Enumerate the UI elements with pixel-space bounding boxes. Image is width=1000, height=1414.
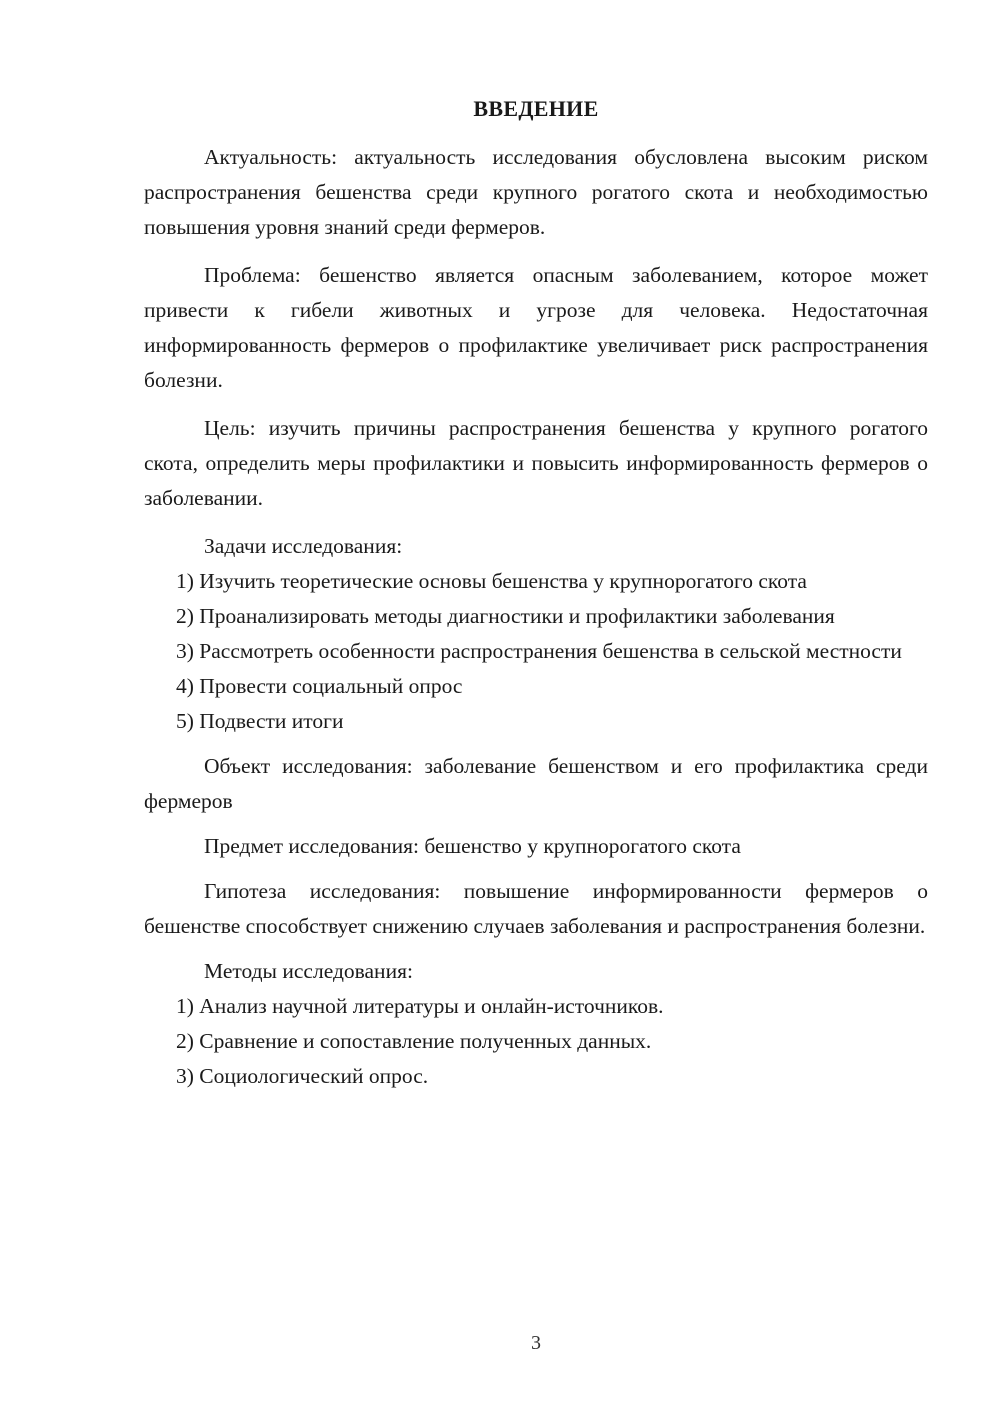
- paragraph-relevance: Актуальность: актуальность исследования обусловлена высоким риском распространения бешенства среди крупного рогатого скота и необходимостью повышения уровня знаний среди фермеров.: [144, 145, 928, 239]
- task-item-4: 4) Провести социальный опрос: [176, 674, 463, 698]
- task-item-5: 5) Подвести итоги: [176, 709, 344, 733]
- task-item-2: 2) Проанализировать методы диагностики и профилактики заболевания: [176, 604, 835, 628]
- paragraph-problem: Проблема: бешенство является опасным заболеванием, которое может привести к гибели животных и угрозе для человека. Недостаточная информированность фермеров о профилактике увеличивает риск распространения болезни.: [144, 263, 928, 392]
- task-item-1: 1) Изучить теоретические основы бешенства у крупнорогатого скота: [176, 569, 807, 593]
- paragraph-object: Объект исследования: заболевание бешенством и его профилактика среди фермеров: [144, 754, 928, 813]
- paragraph-subject: Предмет исследования: бешенство у крупнорогатого скота: [204, 834, 741, 858]
- task-item-3: 3) Рассмотреть особенности распространения бешенства в сельской местности: [176, 639, 902, 663]
- paragraph-goal: Цель: изучить причины распространения бешенства у крупного рогатого скота, определить меры профилактики и повысить информированность фермеров о заболевании.: [144, 416, 928, 510]
- document-body: [144, 140, 928, 1094]
- method-item-3: 3) Социологический опрос.: [176, 1064, 429, 1088]
- paragraph-hypothesis: Гипотеза исследования: повышение информированности фермеров о бешенстве способствует снижению случаев заболевания и распространения болезни.: [144, 879, 928, 938]
- methods-heading: Методы исследования:: [204, 959, 413, 983]
- tasks-heading: Задачи исследования:: [204, 534, 403, 558]
- method-item-2: 2) Сравнение и сопоставление полученных данных.: [176, 1029, 652, 1053]
- page-title: ВВЕДЕНИЕ: [473, 96, 599, 121]
- method-item-1: 1) Анализ научной литературы и онлайн-источников.: [176, 994, 664, 1018]
- page-number: 3: [531, 1332, 541, 1354]
